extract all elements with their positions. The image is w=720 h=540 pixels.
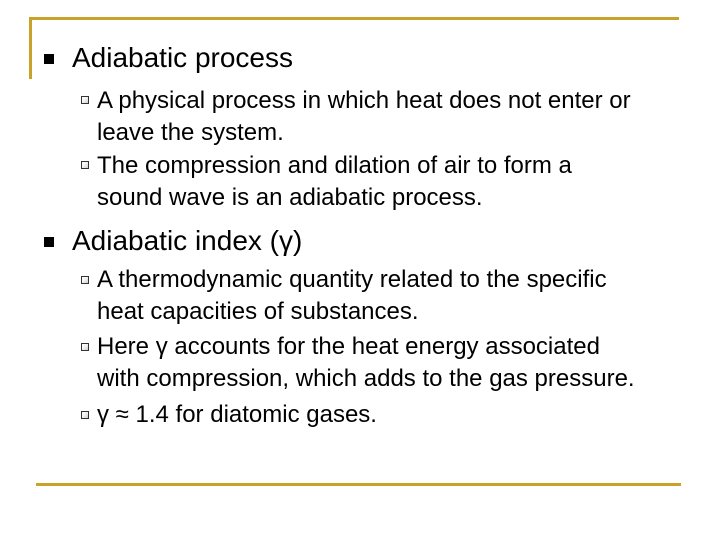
bullet-text: γ ≈ 1.4 for diatomic gases.: [97, 401, 377, 428]
bullet-line: A physical process in which heat does not enter or: [97, 87, 631, 114]
checkbox-bullet-icon: [81, 276, 89, 284]
bullet-text: [97, 85, 697, 149]
bullet-line: with compression, which adds to the gas pressure.: [97, 365, 635, 392]
square-bullet-icon: [44, 237, 54, 247]
bullet-line: leave the system.: [97, 119, 284, 146]
checkbox-bullet-icon: [81, 96, 89, 104]
bullet-line: The compression and dilation of air to form a: [97, 152, 572, 179]
bullet-text: [97, 264, 697, 328]
checkbox-bullet-icon: [81, 161, 89, 169]
section-heading: Adiabatic index (γ): [72, 225, 303, 256]
bullet-line: heat capacities of substances.: [97, 298, 419, 325]
bullet-line: sound wave is an adiabatic process.: [97, 184, 483, 211]
checkbox-bullet-icon: [81, 343, 89, 351]
bullet-line: A thermodynamic quantity related to the specific: [97, 266, 607, 293]
bullet-text: [97, 331, 697, 395]
square-bullet-icon: [44, 54, 54, 64]
section-heading: Adiabatic process: [72, 42, 294, 73]
bullet-text: [97, 150, 697, 214]
bullet-line: Here γ accounts for the heat energy associated: [97, 333, 600, 360]
checkbox-bullet-icon: [81, 411, 89, 419]
